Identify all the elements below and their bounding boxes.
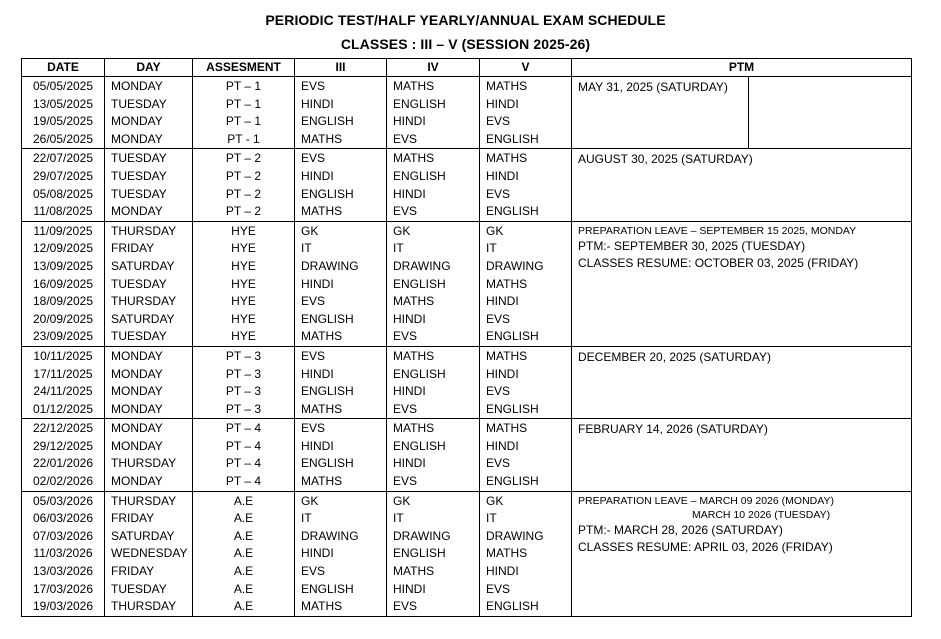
ptm-cell-divider [748, 77, 749, 148]
class-iii-subject-cell [295, 346, 387, 418]
assessment-entry: PT – 2 [225, 186, 262, 201]
date-entry: 18/09/2025 [32, 294, 94, 309]
class-v-subject-entry: ENGLISH [486, 204, 539, 219]
assessment-cell [193, 346, 295, 418]
class-iii-subject-entry: MATHS [301, 204, 343, 219]
class-iv-subject-cell [387, 221, 480, 346]
day-entry: THURSDAY [111, 456, 177, 471]
class-iii-subject-entry: HINDI [301, 366, 334, 381]
class-iii-subject-entry: GK [301, 493, 319, 508]
header-ptm: PTM [572, 59, 912, 77]
day-cell [105, 77, 193, 149]
class-iv-subject-entry: HINDI [393, 384, 426, 399]
day-entry: MONDAY [111, 131, 163, 146]
class-iii-subject-cell [295, 77, 387, 149]
day-entry: THURSDAY [111, 223, 177, 238]
class-iv-subject-entry: MATHS [393, 294, 435, 309]
class-iv-subject-entry: IT [393, 241, 404, 256]
class-v-subject-entry: ENGLISH [486, 474, 539, 489]
class-iv-subject-entry: ENGLISH [393, 96, 446, 111]
class-v-subject-entry: ENGLISH [486, 329, 539, 344]
class-v-subject-entry: EVS [486, 456, 511, 471]
class-iii-subject-cell [295, 491, 387, 616]
class-iii-subject-entry: ENGLISH [301, 456, 354, 471]
header-class-iii: III [295, 59, 387, 77]
day-cell [105, 149, 193, 221]
date-entry: 17/11/2025 [33, 366, 93, 381]
class-iii-subject-entry: ENGLISH [301, 186, 354, 201]
class-iii-subject-entry: MATHS [301, 329, 343, 344]
class-v-subject-entry: ENGLISH [486, 131, 539, 146]
schedule-group-row [22, 77, 912, 149]
class-iii-subject-entry: EVS [301, 348, 326, 363]
class-v-subject-entry: HINDI [486, 366, 519, 381]
class-iv-subject-cell [387, 419, 480, 491]
class-iv-subject-entry: ENGLISH [393, 168, 446, 183]
class-v-subject-entry: HINDI [486, 168, 519, 183]
ptm-preparation-leave-note: PREPARATION LEAVE – SEPTEMBER 15 2025, MONDAY [578, 224, 857, 237]
ptm-date-text: DECEMBER 20, 2025 (SATURDAY) [578, 349, 771, 364]
day-entry: MONDAY [111, 79, 163, 93]
schedule-group-row [22, 221, 912, 346]
class-iii-subject-entry: MATHS [301, 474, 343, 489]
assessment-entry: PT – 4 [225, 456, 262, 471]
class-iv-subject-entry: DRAWING [393, 258, 451, 273]
class-iii-subject-entry: MATHS [301, 131, 343, 146]
assessment-cell [193, 149, 295, 221]
assessment-entry: PT – 2 [225, 151, 262, 166]
date-entry: 13/09/2025 [32, 258, 94, 273]
day-cell [105, 221, 193, 346]
date-cell [22, 77, 105, 149]
class-iii-subject-entry: IT [301, 241, 312, 256]
assessment-entry: HYE [231, 311, 256, 326]
date-entry: 26/05/2025 [32, 131, 94, 146]
class-iii-subject-entry: GK [301, 223, 319, 238]
ptm-cell [572, 491, 912, 616]
day-entry: SATURDAY [111, 258, 175, 273]
day-entry: MONDAY [111, 366, 163, 381]
day-cell [105, 491, 193, 616]
ptm-preparation-leave-note: MARCH 10 2026 (TUESDAY) [692, 508, 831, 521]
class-iv-subject-entry: EVS [393, 474, 418, 489]
class-v-subject-entry: EVS [486, 311, 511, 326]
day-entry: MONDAY [111, 401, 163, 416]
class-iv-subject-entry: MATHS [393, 564, 435, 579]
date-entry: 11/08/2025 [33, 204, 93, 219]
ptm-cell [572, 346, 912, 418]
class-v-subject-entry: EVS [486, 581, 511, 596]
class-v-subject-entry: HINDI [486, 96, 519, 111]
schedule-group-row [22, 149, 912, 221]
day-entry: MONDAY [111, 421, 163, 436]
date-entry: 24/11/2025 [33, 384, 93, 399]
date-entry: 29/12/2025 [32, 438, 94, 453]
day-entry: SATURDAY [111, 528, 175, 543]
class-iii-subject-cell [295, 221, 387, 346]
day-entry: WEDNESDAY [111, 546, 188, 561]
class-v-subject-entry: MATHS [486, 546, 528, 561]
class-iv-subject-entry: HINDI [393, 581, 426, 596]
class-v-subject-entry: DRAWING [486, 528, 544, 543]
class-iii-subject-entry: ENGLISH [301, 311, 354, 326]
class-iv-subject-entry: EVS [393, 401, 418, 416]
date-entry: 22/12/2025 [32, 421, 94, 436]
day-cell [105, 419, 193, 491]
class-iii-subject-entry: HINDI [301, 168, 334, 183]
class-v-subject-entry: ENGLISH [486, 599, 539, 614]
class-iv-subject-entry: MATHS [393, 348, 435, 363]
date-entry: 22/07/2025 [32, 151, 94, 166]
class-iii-subject-entry: DRAWING [301, 258, 359, 273]
class-iv-subject-cell [387, 149, 480, 221]
class-iii-subject-entry: HINDI [301, 546, 334, 561]
assessment-cell [193, 491, 295, 616]
date-entry: 05/08/2025 [32, 186, 94, 201]
ptm-cell [572, 419, 912, 491]
schedule-group-row [22, 419, 912, 491]
class-iv-subject-entry: HINDI [393, 456, 426, 471]
date-cell [22, 419, 105, 491]
class-iii-subject-cell [295, 149, 387, 221]
assessment-entry: HYE [231, 276, 256, 291]
ptm-date-text: PTM:- MARCH 28, 2026 (SATURDAY) [578, 522, 783, 537]
ptm-date-text: CLASSES RESUME: APRIL 03, 2026 (FRIDAY) [578, 540, 833, 555]
class-v-subject-entry: HINDI [486, 294, 519, 309]
assessment-entry: PT – 4 [225, 438, 262, 453]
class-iii-subject-entry: EVS [301, 151, 326, 166]
assessment-entry: PT – 1 [225, 96, 262, 111]
class-v-subject-cell [480, 149, 572, 221]
class-v-subject-entry: EVS [486, 114, 511, 129]
date-entry: 22/01/2026 [32, 456, 94, 471]
class-v-subject-entry: IT [486, 511, 497, 526]
assessment-entry: PT – 3 [225, 348, 262, 363]
date-entry: 11/09/2025 [33, 223, 93, 238]
assessment-entry: A.E [233, 528, 254, 543]
date-entry: 01/12/2025 [32, 401, 94, 416]
day-entry: TUESDAY [111, 276, 167, 291]
class-iv-subject-cell [387, 346, 480, 418]
class-iii-subject-entry: ENGLISH [301, 114, 354, 129]
ptm-cell [572, 221, 912, 346]
assessment-entry: PT – 2 [225, 168, 262, 183]
day-entry: TUESDAY [111, 151, 167, 166]
day-entry: MONDAY [111, 204, 163, 219]
class-iv-subject-entry: ENGLISH [393, 276, 446, 291]
assessment-entry: PT – 1 [225, 79, 262, 93]
assessment-entry: PT – 3 [225, 401, 262, 416]
class-v-subject-entry: GK [486, 223, 504, 238]
day-entry: MONDAY [111, 114, 163, 129]
assessment-entry: A.E [233, 546, 254, 561]
assessment-entry: A.E [233, 564, 254, 579]
class-iii-subject-entry: IT [301, 511, 312, 526]
schedule-group-row [22, 346, 912, 418]
assessment-entry: PT – 4 [225, 474, 262, 489]
header-class-v: V [480, 59, 572, 77]
class-iv-subject-entry: EVS [393, 329, 418, 344]
class-iii-subject-entry: EVS [301, 79, 326, 93]
class-iii-subject-entry: EVS [301, 294, 326, 309]
class-v-subject-entry: EVS [486, 186, 511, 201]
assessment-entry: PT – 2 [225, 204, 262, 219]
day-entry: FRIDAY [111, 511, 155, 526]
ptm-date-text: MAY 31, 2025 (SATURDAY) [578, 80, 728, 94]
date-entry: 19/03/2026 [32, 599, 94, 614]
day-entry: SATURDAY [111, 311, 175, 326]
assessment-entry: PT – 3 [225, 384, 262, 399]
date-cell [22, 149, 105, 221]
class-iii-subject-entry: ENGLISH [301, 384, 354, 399]
class-v-subject-entry: HINDI [486, 438, 519, 453]
assessment-entry: PT – 1 [225, 114, 262, 129]
class-v-subject-entry: MATHS [486, 276, 528, 291]
assessment-entry: HYE [231, 329, 256, 344]
day-entry: TUESDAY [111, 96, 167, 111]
class-iv-subject-entry: IT [393, 511, 404, 526]
class-iii-subject-entry: HINDI [301, 96, 334, 111]
assessment-entry: A.E [233, 511, 254, 526]
assessment-cell [193, 77, 295, 149]
day-entry: MONDAY [111, 474, 163, 489]
date-entry: 11/03/2026 [33, 546, 93, 561]
class-v-subject-entry: DRAWING [486, 258, 544, 273]
class-iv-subject-cell [387, 491, 480, 616]
class-iii-subject-entry: HINDI [301, 276, 334, 291]
day-entry: FRIDAY [111, 241, 155, 256]
class-v-subject-entry: MATHS [486, 79, 528, 93]
class-iv-subject-entry: EVS [393, 599, 418, 614]
day-entry: THURSDAY [111, 493, 177, 508]
assessment-entry: HYE [231, 223, 256, 238]
date-entry: 12/09/2025 [32, 241, 94, 256]
class-iv-subject-entry: EVS [393, 204, 418, 219]
class-iv-subject-entry: ENGLISH [393, 546, 446, 561]
class-v-subject-entry: MATHS [486, 348, 528, 363]
class-v-subject-entry: MATHS [486, 421, 528, 436]
date-entry: 05/03/2026 [32, 493, 94, 508]
assessment-cell [193, 419, 295, 491]
ptm-cell [572, 77, 912, 149]
class-v-subject-cell [480, 77, 572, 149]
class-iv-subject-entry: HINDI [393, 311, 426, 326]
class-v-subject-cell [480, 346, 572, 418]
date-entry: 05/05/2025 [32, 79, 94, 93]
table-header-row [22, 59, 912, 77]
day-entry: TUESDAY [111, 186, 167, 201]
header-class-iv: IV [387, 59, 480, 77]
ptm-date-text: AUGUST 30, 2025 (SATURDAY) [578, 152, 753, 167]
assessment-entry: A.E [233, 493, 254, 508]
date-entry: 10/11/2025 [33, 348, 93, 363]
class-iv-subject-entry: HINDI [393, 114, 426, 129]
date-entry: 29/07/2025 [32, 168, 94, 183]
class-iii-subject-entry: EVS [301, 564, 326, 579]
class-v-subject-cell [480, 419, 572, 491]
date-entry: 23/09/2025 [32, 329, 94, 344]
class-v-subject-entry: ENGLISH [486, 401, 539, 416]
class-iv-subject-entry: GK [393, 493, 411, 508]
date-entry: 13/03/2026 [32, 564, 94, 579]
class-iv-subject-entry: ENGLISH [393, 366, 446, 381]
class-v-subject-entry: HINDI [486, 564, 519, 579]
ptm-date-text: PTM:- SEPTEMBER 30, 2025 (TUESDAY) [578, 238, 806, 253]
assessment-cell [193, 221, 295, 346]
assessment-entry: HYE [231, 258, 256, 273]
class-iii-subject-entry: MATHS [301, 401, 343, 416]
class-iv-subject-entry: MATHS [393, 421, 435, 436]
ptm-date-text: CLASSES RESUME: OCTOBER 03, 2025 (FRIDAY) [578, 256, 859, 271]
document-subtitle: CLASSES : III – V (SESSION 2025-26) [340, 36, 591, 52]
class-iv-subject-entry: MATHS [393, 151, 435, 166]
assessment-entry: PT – 3 [225, 366, 262, 381]
date-entry: 16/09/2025 [32, 276, 94, 291]
class-iii-subject-entry: DRAWING [301, 528, 359, 543]
schedule-group-row [22, 491, 912, 616]
class-v-subject-cell [480, 491, 572, 616]
day-entry: THURSDAY [111, 294, 177, 309]
assessment-entry: HYE [231, 294, 256, 309]
class-iv-subject-entry: ENGLISH [393, 438, 446, 453]
date-entry: 02/02/2026 [32, 474, 94, 489]
class-iv-subject-entry: MATHS [393, 79, 435, 93]
date-entry: 13/05/2025 [32, 96, 94, 111]
date-cell [22, 491, 105, 616]
day-entry: MONDAY [111, 438, 163, 453]
class-iii-subject-entry: ENGLISH [301, 581, 354, 596]
ptm-preparation-leave-note: PREPARATION LEAVE – MARCH 09 2026 (MONDAY) [578, 494, 834, 507]
class-iii-subject-entry: HINDI [301, 438, 334, 453]
ptm-date-text: FEBRUARY 14, 2026 (SATURDAY) [578, 422, 768, 437]
header-date: DATE [22, 59, 105, 77]
date-entry: 20/09/2025 [32, 311, 94, 326]
header-day: DAY [105, 59, 193, 77]
document-title: PERIODIC TEST/HALF YEARLY/ANNUAL EXAM SCHEDULE [265, 12, 666, 28]
class-iii-subject-entry: MATHS [301, 599, 343, 614]
class-iv-subject-entry: GK [393, 223, 411, 238]
date-entry: 07/03/2026 [32, 528, 94, 543]
day-entry: FRIDAY [111, 564, 155, 579]
class-iii-subject-cell [295, 419, 387, 491]
day-entry: MONDAY [111, 348, 163, 363]
assessment-entry: HYE [231, 241, 256, 256]
class-v-subject-entry: GK [486, 493, 504, 508]
assessment-entry: PT - 1 [227, 131, 260, 146]
schedule-body [22, 77, 912, 617]
class-iii-subject-entry: EVS [301, 421, 326, 436]
schedule-table [21, 58, 912, 617]
assessment-entry: A.E [233, 599, 254, 614]
date-cell [22, 221, 105, 346]
date-entry: 06/03/2026 [32, 511, 94, 526]
date-entry: 19/05/2025 [32, 114, 94, 129]
date-cell [22, 346, 105, 418]
day-entry: TUESDAY [111, 581, 167, 596]
day-cell [105, 346, 193, 418]
class-iv-subject-entry: DRAWING [393, 528, 451, 543]
class-iv-subject-entry: HINDI [393, 186, 426, 201]
class-iv-subject-cell [387, 77, 480, 149]
class-v-subject-entry: IT [486, 241, 497, 256]
assessment-entry: A.E [233, 581, 254, 596]
class-v-subject-entry: MATHS [486, 151, 528, 166]
date-entry: 17/03/2026 [32, 581, 94, 596]
class-v-subject-cell [480, 221, 572, 346]
day-entry: THURSDAY [111, 599, 177, 614]
ptm-cell [572, 149, 912, 221]
day-entry: TUESDAY [111, 329, 167, 344]
header-assessment: ASSESMENT [193, 59, 295, 77]
assessment-entry: PT – 4 [225, 421, 262, 436]
day-entry: TUESDAY [111, 168, 167, 183]
day-entry: MONDAY [111, 384, 163, 399]
class-iv-subject-entry: EVS [393, 131, 418, 146]
class-v-subject-entry: EVS [486, 384, 511, 399]
